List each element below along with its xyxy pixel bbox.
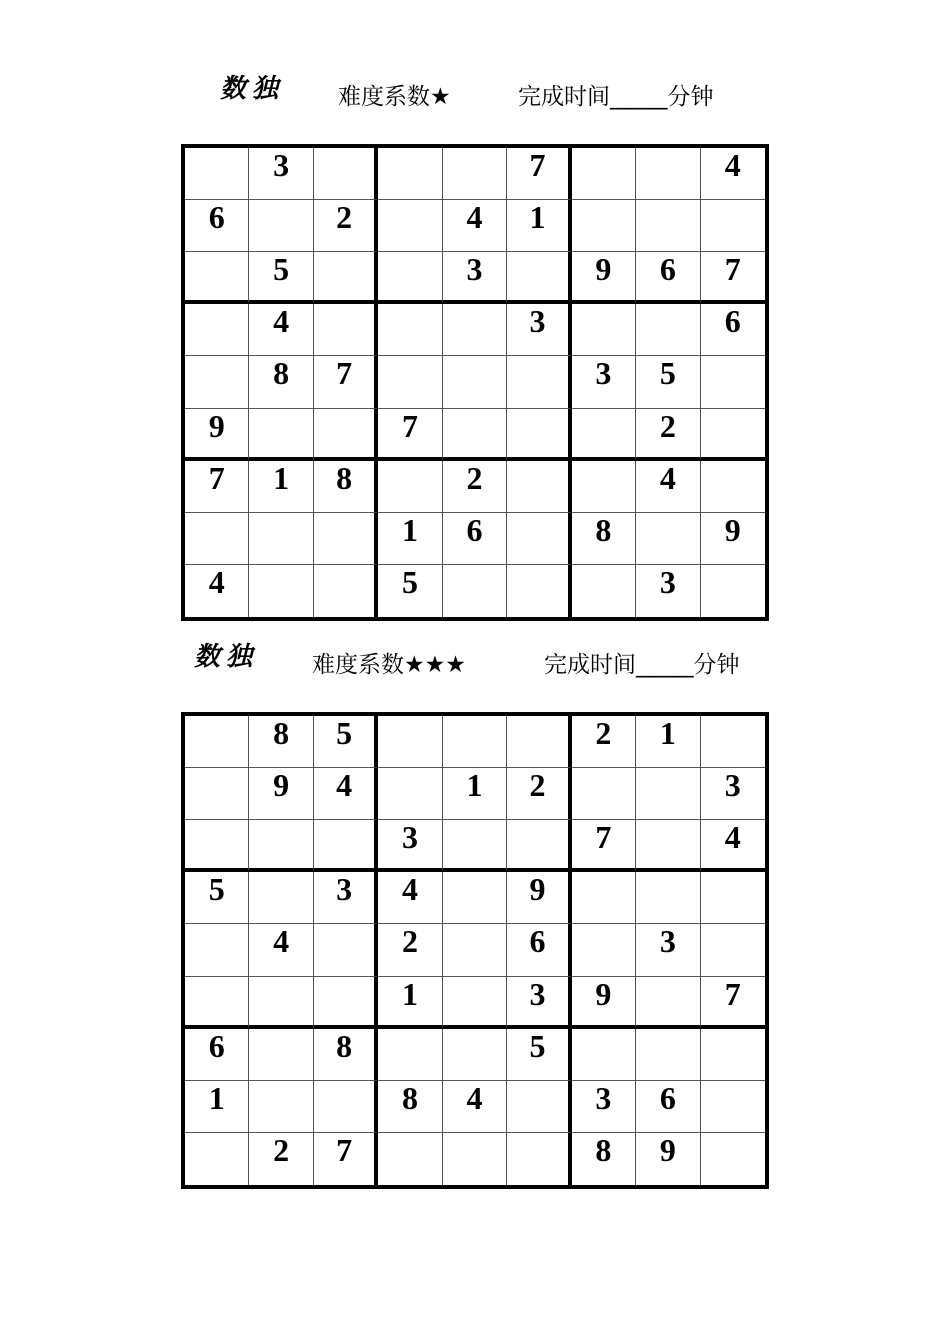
- sudoku-cell[interactable]: 1: [443, 768, 507, 820]
- sudoku-cell[interactable]: 7: [701, 252, 765, 304]
- sudoku-cell[interactable]: 7: [507, 148, 571, 200]
- sudoku-cell[interactable]: [249, 513, 313, 565]
- sudoku-cell[interactable]: [572, 565, 636, 617]
- sudoku-cell[interactable]: 5: [378, 565, 442, 617]
- sudoku-cell[interactable]: 7: [314, 1133, 378, 1185]
- completion-time-label: 完成时间_____分钟: [544, 652, 740, 678]
- sudoku-cell[interactable]: [314, 565, 378, 617]
- sudoku-cell[interactable]: 9: [572, 977, 636, 1029]
- sudoku-cell[interactable]: [185, 304, 249, 356]
- sudoku-cell[interactable]: [314, 252, 378, 304]
- sudoku-cell[interactable]: 9: [636, 1133, 700, 1185]
- sudoku-cell[interactable]: [507, 1081, 571, 1133]
- sudoku-cell[interactable]: [443, 356, 507, 408]
- sudoku-cell[interactable]: 1: [636, 716, 700, 768]
- sudoku-cell[interactable]: [572, 304, 636, 356]
- sudoku-cell[interactable]: [443, 820, 507, 872]
- sudoku-cell[interactable]: 8: [314, 1029, 378, 1081]
- sudoku-cell[interactable]: [378, 716, 442, 768]
- sudoku-cell[interactable]: [314, 820, 378, 872]
- sudoku-cell[interactable]: 3: [701, 768, 765, 820]
- sudoku-cell[interactable]: [314, 1081, 378, 1133]
- sudoku-cell[interactable]: [507, 513, 571, 565]
- sudoku-cell[interactable]: [572, 200, 636, 252]
- sudoku-cell[interactable]: 3: [636, 924, 700, 976]
- sudoku-cell[interactable]: 2: [249, 1133, 313, 1185]
- sudoku-cell[interactable]: 8: [572, 1133, 636, 1185]
- sudoku-cell[interactable]: 6: [185, 200, 249, 252]
- sudoku-cell[interactable]: 3: [507, 304, 571, 356]
- sudoku-cell[interactable]: [701, 409, 765, 461]
- sudoku-cell[interactable]: [185, 768, 249, 820]
- sudoku-cell[interactable]: 3: [507, 977, 571, 1029]
- sudoku-cell[interactable]: 9: [185, 409, 249, 461]
- sudoku-cell[interactable]: [378, 1133, 442, 1185]
- completion-time-label: 完成时间_____分钟: [518, 84, 714, 110]
- sudoku-cell[interactable]: 4: [443, 1081, 507, 1133]
- sudoku-cell[interactable]: 8: [572, 513, 636, 565]
- sudoku-cell[interactable]: [185, 252, 249, 304]
- sudoku-cell[interactable]: 7: [378, 409, 442, 461]
- sudoku-cell[interactable]: 4: [249, 304, 313, 356]
- sudoku-cell[interactable]: 2: [314, 200, 378, 252]
- sudoku-cell[interactable]: [443, 924, 507, 976]
- sudoku-cell[interactable]: [701, 924, 765, 976]
- sudoku-cell[interactable]: 3: [443, 252, 507, 304]
- sudoku-cell[interactable]: 7: [572, 820, 636, 872]
- sudoku-cell[interactable]: 7: [314, 356, 378, 408]
- sudoku-cell[interactable]: 8: [378, 1081, 442, 1133]
- sudoku-cell[interactable]: [572, 924, 636, 976]
- sudoku-cell[interactable]: 5: [636, 356, 700, 408]
- sudoku-cell[interactable]: 3: [378, 820, 442, 872]
- sudoku-cell[interactable]: 6: [443, 513, 507, 565]
- sudoku-cell[interactable]: 7: [701, 977, 765, 1029]
- sudoku-cell[interactable]: [701, 872, 765, 924]
- sudoku-cell[interactable]: [185, 148, 249, 200]
- sudoku-cell[interactable]: [443, 409, 507, 461]
- sudoku-cell[interactable]: 1: [249, 461, 313, 513]
- sudoku-cell[interactable]: 3: [636, 565, 700, 617]
- sudoku-cell[interactable]: 6: [636, 252, 700, 304]
- sudoku-cell[interactable]: [701, 461, 765, 513]
- sudoku-cell[interactable]: 2: [572, 716, 636, 768]
- sudoku-grid-1: [181, 144, 769, 621]
- sudoku-cell[interactable]: [314, 148, 378, 200]
- sudoku-cell[interactable]: [701, 565, 765, 617]
- sudoku-cell[interactable]: [572, 148, 636, 200]
- sudoku-cell[interactable]: 8: [249, 716, 313, 768]
- sudoku-cell[interactable]: [443, 565, 507, 617]
- sudoku-cell[interactable]: 1: [507, 200, 571, 252]
- sudoku-cell[interactable]: [185, 716, 249, 768]
- sudoku-cell[interactable]: [636, 820, 700, 872]
- sudoku-cell[interactable]: 5: [249, 252, 313, 304]
- sudoku-cell[interactable]: [443, 872, 507, 924]
- sudoku-cell[interactable]: [378, 252, 442, 304]
- sudoku-grid-2: [181, 712, 769, 1189]
- sudoku-cell[interactable]: 7: [185, 461, 249, 513]
- sudoku-cell[interactable]: 1: [378, 513, 442, 565]
- sudoku-cell[interactable]: 1: [185, 1081, 249, 1133]
- sudoku-cell[interactable]: [314, 924, 378, 976]
- sudoku-cell[interactable]: [378, 768, 442, 820]
- sudoku-cell[interactable]: 3: [572, 356, 636, 408]
- sudoku-cell[interactable]: [636, 768, 700, 820]
- sudoku-cell[interactable]: [507, 461, 571, 513]
- sudoku-cell[interactable]: 3: [572, 1081, 636, 1133]
- sudoku-cell[interactable]: [572, 461, 636, 513]
- sudoku-cell[interactable]: [636, 148, 700, 200]
- sudoku-cell[interactable]: 3: [249, 148, 313, 200]
- sudoku-cell[interactable]: 6: [507, 924, 571, 976]
- sudoku-cell[interactable]: [378, 461, 442, 513]
- sudoku-cell[interactable]: 4: [701, 820, 765, 872]
- sudoku-cell[interactable]: [701, 200, 765, 252]
- sudoku-cell[interactable]: [636, 977, 700, 1029]
- sudoku-cell[interactable]: [507, 252, 571, 304]
- sudoku-cell[interactable]: [572, 872, 636, 924]
- sudoku-cell[interactable]: 5: [185, 872, 249, 924]
- sudoku-cell[interactable]: [249, 977, 313, 1029]
- sudoku-cell[interactable]: [185, 513, 249, 565]
- sudoku-cell[interactable]: 2: [507, 768, 571, 820]
- sudoku-cell[interactable]: [701, 356, 765, 408]
- sudoku-cell[interactable]: [249, 565, 313, 617]
- sudoku-cell[interactable]: [378, 200, 442, 252]
- sudoku-cell[interactable]: 5: [507, 1029, 571, 1081]
- sudoku-cell[interactable]: [443, 977, 507, 1029]
- sudoku-cell[interactable]: [701, 1081, 765, 1133]
- sudoku-cell[interactable]: 9: [249, 768, 313, 820]
- sudoku-cell[interactable]: 6: [185, 1029, 249, 1081]
- sudoku-cell[interactable]: [314, 409, 378, 461]
- sudoku-cell[interactable]: 4: [636, 461, 700, 513]
- sudoku-cell[interactable]: [572, 1029, 636, 1081]
- sudoku-cell[interactable]: [378, 356, 442, 408]
- sudoku-cell[interactable]: [572, 768, 636, 820]
- sudoku-cell[interactable]: [507, 565, 571, 617]
- sudoku-cell[interactable]: [249, 1081, 313, 1133]
- sudoku-cell[interactable]: [185, 924, 249, 976]
- sudoku-cell[interactable]: [378, 304, 442, 356]
- sudoku-cell[interactable]: [507, 356, 571, 408]
- sudoku-cell[interactable]: [314, 977, 378, 1029]
- sudoku-cell[interactable]: 6: [636, 1081, 700, 1133]
- sudoku-cell[interactable]: [636, 200, 700, 252]
- sudoku-cell[interactable]: [378, 1029, 442, 1081]
- sudoku-cell[interactable]: [185, 820, 249, 872]
- sudoku-cell[interactable]: 4: [185, 565, 249, 617]
- sudoku-cell[interactable]: 2: [636, 409, 700, 461]
- sudoku-cell[interactable]: 4: [249, 924, 313, 976]
- sudoku-cell[interactable]: 4: [378, 872, 442, 924]
- sudoku-cell[interactable]: 4: [701, 148, 765, 200]
- sudoku-cell[interactable]: [636, 872, 700, 924]
- sudoku-cell[interactable]: [249, 409, 313, 461]
- sudoku-cell[interactable]: [701, 1029, 765, 1081]
- difficulty-label: 难度系数★: [338, 84, 451, 110]
- sudoku-cell[interactable]: [314, 513, 378, 565]
- sudoku-cell[interactable]: 8: [314, 461, 378, 513]
- sudoku-cell[interactable]: [701, 1133, 765, 1185]
- sudoku-cell[interactable]: [249, 872, 313, 924]
- sudoku-cell[interactable]: 6: [701, 304, 765, 356]
- sudoku-cell[interactable]: [572, 409, 636, 461]
- sudoku-cell[interactable]: [507, 820, 571, 872]
- sudoku-cell[interactable]: [701, 716, 765, 768]
- sudoku-cell[interactable]: 9: [507, 872, 571, 924]
- sudoku-cell[interactable]: 8: [249, 356, 313, 408]
- sudoku-cell[interactable]: 9: [572, 252, 636, 304]
- sudoku-cell[interactable]: [443, 1029, 507, 1081]
- sudoku-cell[interactable]: [636, 513, 700, 565]
- sudoku-cell[interactable]: [507, 409, 571, 461]
- sudoku-cell[interactable]: 1: [378, 977, 442, 1029]
- sudoku-cell[interactable]: 4: [314, 768, 378, 820]
- sudoku-cell[interactable]: 5: [314, 716, 378, 768]
- sudoku-cell[interactable]: [443, 304, 507, 356]
- sudoku-cell[interactable]: [185, 1133, 249, 1185]
- sudoku-cell[interactable]: [507, 1133, 571, 1185]
- sudoku-cell[interactable]: 9: [701, 513, 765, 565]
- sudoku-logo: 数独: [220, 74, 285, 104]
- sudoku-cell[interactable]: [443, 1133, 507, 1185]
- sudoku-cell[interactable]: [636, 304, 700, 356]
- sudoku-logo: 数独: [194, 642, 259, 672]
- sudoku-cell[interactable]: [636, 1029, 700, 1081]
- sudoku-cell[interactable]: 2: [378, 924, 442, 976]
- sudoku-cell[interactable]: 2: [443, 461, 507, 513]
- sudoku-cell[interactable]: [443, 716, 507, 768]
- sudoku-cell[interactable]: 4: [443, 200, 507, 252]
- difficulty-label: 难度系数★★★: [312, 652, 466, 678]
- sudoku-cell[interactable]: [507, 716, 571, 768]
- sudoku-cell[interactable]: [185, 977, 249, 1029]
- sudoku-cell[interactable]: [249, 200, 313, 252]
- sudoku-cell[interactable]: [249, 1029, 313, 1081]
- sudoku-cell[interactable]: [185, 356, 249, 408]
- sudoku-cell[interactable]: [249, 820, 313, 872]
- sudoku-cell[interactable]: [378, 148, 442, 200]
- sudoku-cell[interactable]: [314, 304, 378, 356]
- sudoku-cell[interactable]: [443, 148, 507, 200]
- sudoku-cell[interactable]: 3: [314, 872, 378, 924]
